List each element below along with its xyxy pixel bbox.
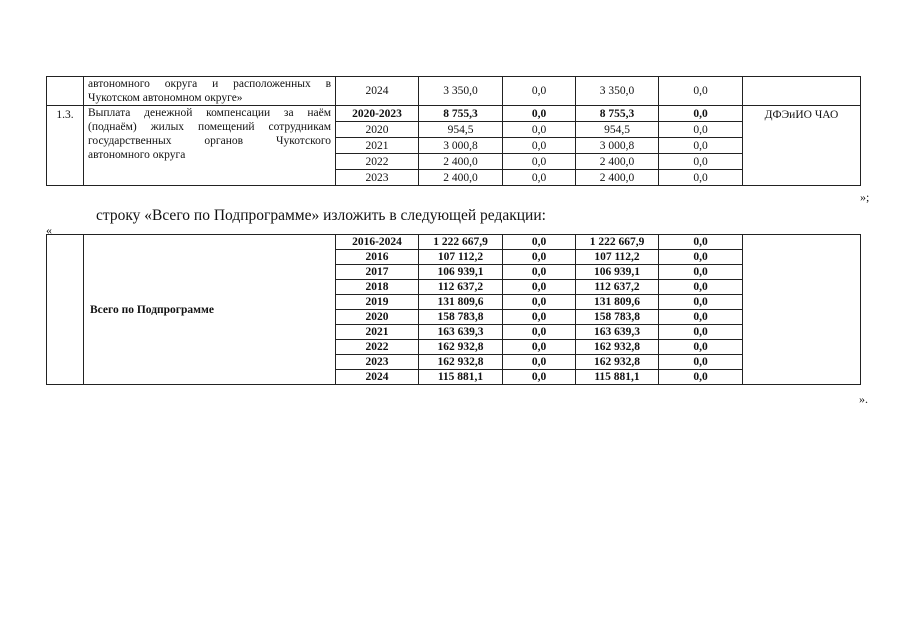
- closing-quote-mark-final: ».: [859, 392, 868, 406]
- value-cell: 0,0: [503, 280, 576, 295]
- value-cell: 0,0: [503, 310, 576, 325]
- row-number-cell: 1.3.: [47, 106, 84, 186]
- responsible-cell: [743, 77, 861, 106]
- value-cell: 0,0: [659, 355, 743, 370]
- value-cell: 115 881,1: [576, 370, 659, 385]
- value-cell: 0,0: [503, 138, 576, 154]
- year-cell: 2022: [336, 340, 419, 355]
- value-cell: 158 783,8: [576, 310, 659, 325]
- value-cell: 2 400,0: [419, 154, 503, 170]
- value-cell: 0,0: [503, 154, 576, 170]
- value-cell: 115 881,1: [419, 370, 503, 385]
- year-cell: 2019: [336, 295, 419, 310]
- program-total-table: [46, 234, 861, 385]
- value-cell: 2 400,0: [419, 170, 503, 186]
- value-cell: 162 932,8: [576, 340, 659, 355]
- value-cell: 107 112,2: [419, 250, 503, 265]
- value-cell: 0,0: [659, 310, 743, 325]
- value-cell: 0,0: [659, 235, 743, 250]
- value-cell: 3 000,8: [419, 138, 503, 154]
- responsible-cell: ДФЭиИО ЧАО: [743, 106, 861, 186]
- row-number-cell: [47, 235, 84, 385]
- value-cell: 0,0: [659, 250, 743, 265]
- value-cell: 954,5: [576, 122, 659, 138]
- value-cell: 107 112,2: [576, 250, 659, 265]
- value-cell: 0,0: [503, 235, 576, 250]
- value-cell: 162 932,8: [576, 355, 659, 370]
- value-cell: 112 637,2: [576, 280, 659, 295]
- value-cell: 0,0: [659, 295, 743, 310]
- value-cell: 0,0: [503, 106, 576, 122]
- value-cell: 0,0: [659, 325, 743, 340]
- opening-quote-mark: «: [46, 223, 52, 237]
- value-cell: 1 222 667,9: [419, 235, 503, 250]
- year-cell: 2024: [336, 77, 419, 106]
- year-cell: 2023: [336, 355, 419, 370]
- value-cell: 131 809,6: [576, 295, 659, 310]
- table-row: [47, 235, 861, 250]
- value-cell: 0,0: [503, 325, 576, 340]
- value-cell: 8 755,3: [419, 106, 503, 122]
- year-cell: 2016-2024: [336, 235, 419, 250]
- value-cell: 0,0: [503, 170, 576, 186]
- value-cell: 158 783,8: [419, 310, 503, 325]
- value-cell: 0,0: [659, 280, 743, 295]
- value-cell: 0,0: [659, 340, 743, 355]
- value-cell: 0,0: [659, 370, 743, 385]
- value-cell: 0,0: [503, 295, 576, 310]
- value-cell: 163 639,3: [419, 325, 503, 340]
- value-cell: 131 809,6: [419, 295, 503, 310]
- value-cell: 0,0: [503, 250, 576, 265]
- value-cell: 3 350,0: [419, 77, 503, 106]
- value-cell: 162 932,8: [419, 340, 503, 355]
- value-cell: 0,0: [503, 265, 576, 280]
- value-cell: 2 400,0: [576, 170, 659, 186]
- year-cell: 2024: [336, 370, 419, 385]
- value-cell: 0,0: [659, 138, 743, 154]
- year-cell: 2018: [336, 280, 419, 295]
- value-cell: 106 939,1: [419, 265, 503, 280]
- value-cell: 1 222 667,9: [576, 235, 659, 250]
- row-description: Выплата денежной компенсации за наём (поднаём) жилых помещений сотрудникам государственных органов Чукотского автономного округа: [84, 106, 336, 186]
- year-cell: 2021: [336, 138, 419, 154]
- row-description: автономного округа и расположенных в Чукотском автономном округе»: [84, 77, 336, 106]
- year-cell: 2016: [336, 250, 419, 265]
- value-cell: 0,0: [659, 265, 743, 280]
- value-cell: 0,0: [659, 122, 743, 138]
- value-cell: 112 637,2: [419, 280, 503, 295]
- value-cell: 3 350,0: [576, 77, 659, 106]
- table-row: [47, 106, 861, 122]
- year-cell: 2017: [336, 265, 419, 280]
- value-cell: 954,5: [419, 122, 503, 138]
- value-cell: 162 932,8: [419, 355, 503, 370]
- responsible-cell: [743, 235, 861, 385]
- year-cell: 2023: [336, 170, 419, 186]
- instruction-text: строку «Всего по Подпрограмме» изложить в следующей редакции:: [96, 207, 546, 224]
- value-cell: 2 400,0: [576, 154, 659, 170]
- value-cell: 0,0: [659, 106, 743, 122]
- row-number-cell: [47, 77, 84, 106]
- total-label: Всего по Подпрограмме: [84, 235, 336, 385]
- value-cell: 3 000,8: [576, 138, 659, 154]
- table-row: [47, 77, 861, 106]
- value-cell: 163 639,3: [576, 325, 659, 340]
- value-cell: 0,0: [503, 77, 576, 106]
- value-cell: 0,0: [503, 370, 576, 385]
- value-cell: 0,0: [503, 340, 576, 355]
- year-cell: 2020: [336, 122, 419, 138]
- program-table-upper: [46, 76, 861, 186]
- year-cell: 2021: [336, 325, 419, 340]
- closing-quote-mark: »;: [860, 190, 870, 204]
- year-cell: 2020-2023: [336, 106, 419, 122]
- value-cell: 0,0: [659, 170, 743, 186]
- value-cell: 8 755,3: [576, 106, 659, 122]
- value-cell: 0,0: [503, 355, 576, 370]
- year-cell: 2022: [336, 154, 419, 170]
- value-cell: 0,0: [503, 122, 576, 138]
- value-cell: 106 939,1: [576, 265, 659, 280]
- value-cell: 0,0: [659, 77, 743, 106]
- value-cell: 0,0: [659, 154, 743, 170]
- year-cell: 2020: [336, 310, 419, 325]
